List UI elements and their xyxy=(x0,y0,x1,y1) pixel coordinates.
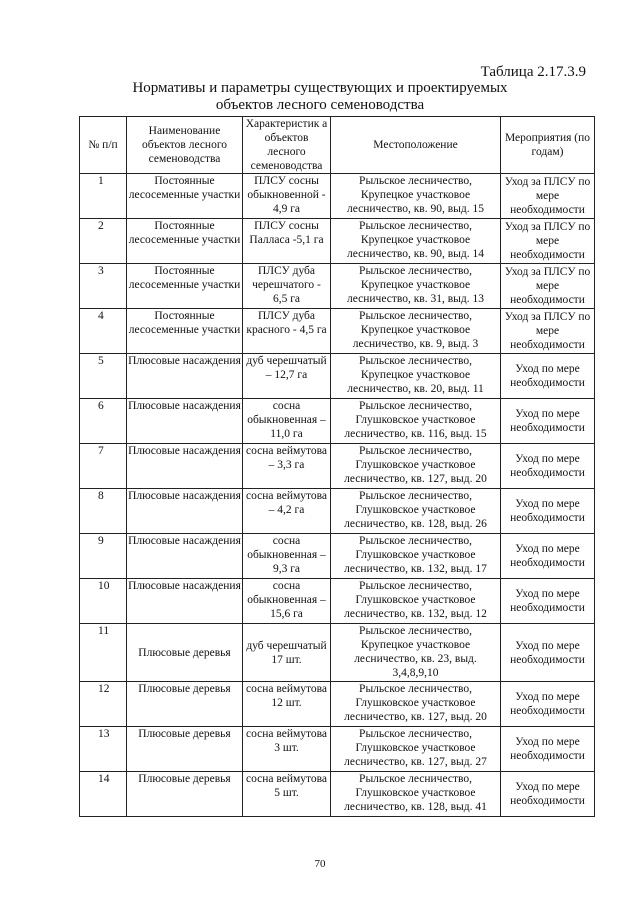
cell-activities: Уход по мере необходимости xyxy=(501,444,595,489)
cell-location: Рыльское лесничество, Глушковское участковое лесничество, кв. 128, выд. 41 xyxy=(331,772,501,817)
cell-characteristics: сосна веймутова 3 шт. xyxy=(243,727,331,772)
cell-location: Рыльское лесничество, Крупецкое участковое лесничество, кв. 9, выд. 3 xyxy=(331,309,501,354)
table-row xyxy=(80,264,595,309)
cell-num: 4 xyxy=(80,309,127,354)
table-row xyxy=(80,399,595,444)
cell-characteristics: сосна веймутова 5 шт. xyxy=(243,772,331,817)
page-number: 70 xyxy=(314,858,326,870)
cell-name: Плюсовые деревья xyxy=(127,624,243,682)
cell-num: 10 xyxy=(80,579,127,624)
table-row xyxy=(80,534,595,579)
header-characteristics: Характеристик а объектов лесного семеноводства xyxy=(243,117,331,174)
cell-activities: Уход по мере необходимости xyxy=(501,354,595,399)
cell-num: 6 xyxy=(80,399,127,444)
cell-location: Рыльское лесничество, Глушковское участковое лесничество, кв. 127, выд. 27 xyxy=(331,727,501,772)
header-num: № п/п xyxy=(80,117,127,174)
cell-activities: Уход за ПЛСУ по мере необходимости xyxy=(501,219,595,264)
table-row xyxy=(80,489,595,534)
table-row xyxy=(80,579,595,624)
cell-activities: Уход по мере необходимости xyxy=(501,534,595,579)
cell-characteristics: сосна обыкновенная – 15,6 га xyxy=(243,579,331,624)
cell-characteristics: ПЛСУ дуба красного - 4,5 га xyxy=(243,309,331,354)
cell-activities: Уход по мере необходимости xyxy=(501,579,595,624)
header-name: Наименование объектов лесного семеноводства xyxy=(127,117,243,174)
cell-location: Рыльское лесничество, Глушковское участковое лесничество, кв. 116, выд. 15 xyxy=(331,399,501,444)
norms-table xyxy=(79,116,595,817)
cell-characteristics: ПЛСУ сосны Палласа -5,1 га xyxy=(243,219,331,264)
cell-activities: Уход за ПЛСУ по мере необходимости xyxy=(501,309,595,354)
header-row xyxy=(80,117,595,174)
cell-num: 3 xyxy=(80,264,127,309)
cell-location: Рыльское лесничество, Глушковское участковое лесничество, кв. 127, выд. 20 xyxy=(331,682,501,727)
cell-num: 5 xyxy=(80,354,127,399)
cell-name: Постоянные лесосеменные участки xyxy=(127,219,243,264)
cell-location: Рыльское лесничество, Крупецкое участковое лесничество, кв. 31, выд. 13 xyxy=(331,264,501,309)
table-label: Таблица 2.17.3.9 xyxy=(480,64,586,80)
cell-name: Плюсовые насаждения xyxy=(127,354,243,399)
cell-activities: Уход по мере необходимости xyxy=(501,624,595,682)
cell-location: Рыльское лесничество, Крупецкое участковое лесничество, кв. 20, выд. 11 xyxy=(331,354,501,399)
header-activities: Мероприятия (по годам) xyxy=(501,117,595,174)
cell-num: 14 xyxy=(80,772,127,817)
cell-characteristics: ПЛСУ дуба черешчатого - 6,5 га xyxy=(243,264,331,309)
header-location: Местоположение xyxy=(331,117,501,174)
cell-characteristics: ПЛСУ сосны обыкновенной - 4,9 га xyxy=(243,174,331,219)
table-row xyxy=(80,772,595,817)
cell-characteristics: дуб черешчатый 17 шт. xyxy=(243,624,331,682)
cell-location: Рыльское лесничество, Глушковское участковое лесничество, кв. 132, выд. 12 xyxy=(331,579,501,624)
cell-activities: Уход за ПЛСУ по мере необходимости xyxy=(501,264,595,309)
cell-num: 1 xyxy=(80,174,127,219)
cell-location: Рыльское лесничество, Крупецкое участковое лесничество, кв. 90, выд. 15 xyxy=(331,174,501,219)
cell-num: 8 xyxy=(80,489,127,534)
table-row xyxy=(80,309,595,354)
cell-name: Плюсовые насаждения xyxy=(127,534,243,579)
cell-characteristics: дуб черешчатый – 12,7 га xyxy=(243,354,331,399)
cell-location: Рыльское лесничество, Крупецкое участковое лесничество, кв. 23, выд. 3,4,8,9,10 xyxy=(331,624,501,682)
cell-name: Плюсовые деревья xyxy=(127,682,243,727)
table-row xyxy=(80,174,595,219)
cell-num: 2 xyxy=(80,219,127,264)
cell-characteristics: сосна веймутова 12 шт. xyxy=(243,682,331,727)
cell-num: 11 xyxy=(80,624,127,682)
cell-activities: Уход по мере необходимости xyxy=(501,682,595,727)
cell-num: 12 xyxy=(80,682,127,727)
table-row xyxy=(80,624,595,682)
cell-location: Рыльское лесничество, Глушковское участковое лесничество, кв. 127, выд. 20 xyxy=(331,444,501,489)
cell-activities: Уход по мере необходимости xyxy=(501,399,595,444)
cell-num: 7 xyxy=(80,444,127,489)
cell-activities: Уход по мере необходимости xyxy=(501,727,595,772)
cell-name: Плюсовые насаждения xyxy=(127,444,243,489)
table-row xyxy=(80,727,595,772)
cell-name: Плюсовые деревья xyxy=(127,727,243,772)
table-title: Нормативы и параметры существующих и проектируемых объектов лесного семеноводства xyxy=(132,80,508,113)
cell-num: 13 xyxy=(80,727,127,772)
cell-name: Постоянные лесосеменные участки xyxy=(127,174,243,219)
cell-name: Плюсовые насаждения xyxy=(127,399,243,444)
cell-location: Рыльское лесничество, Крупецкое участковое лесничество, кв. 90, выд. 14 xyxy=(331,219,501,264)
cell-characteristics: сосна обыкновенная – 9,3 га xyxy=(243,534,331,579)
cell-name: Плюсовые насаждения xyxy=(127,579,243,624)
cell-name: Постоянные лесосеменные участки xyxy=(127,264,243,309)
cell-location: Рыльское лесничество, Глушковское участковое лесничество, кв. 132, выд. 17 xyxy=(331,534,501,579)
cell-activities: Уход по мере необходимости xyxy=(501,489,595,534)
cell-name: Постоянные лесосеменные участки xyxy=(127,309,243,354)
cell-name: Плюсовые деревья xyxy=(127,772,243,817)
table-row xyxy=(80,219,595,264)
cell-name: Плюсовые насаждения xyxy=(127,489,243,534)
table-row xyxy=(80,682,595,727)
cell-activities: Уход по мере необходимости xyxy=(501,772,595,817)
cell-location: Рыльское лесничество, Глушковское участковое лесничество, кв. 128, выд. 26 xyxy=(331,489,501,534)
table-row xyxy=(80,444,595,489)
table-row xyxy=(80,354,595,399)
cell-characteristics: сосна обыкновенная – 11,0 га xyxy=(243,399,331,444)
cell-characteristics: сосна веймутова – 4,2 га xyxy=(243,489,331,534)
cell-num: 9 xyxy=(80,534,127,579)
cell-characteristics: сосна веймутова – 3,3 га xyxy=(243,444,331,489)
cell-activities: Уход за ПЛСУ по мере необходимости xyxy=(501,174,595,219)
